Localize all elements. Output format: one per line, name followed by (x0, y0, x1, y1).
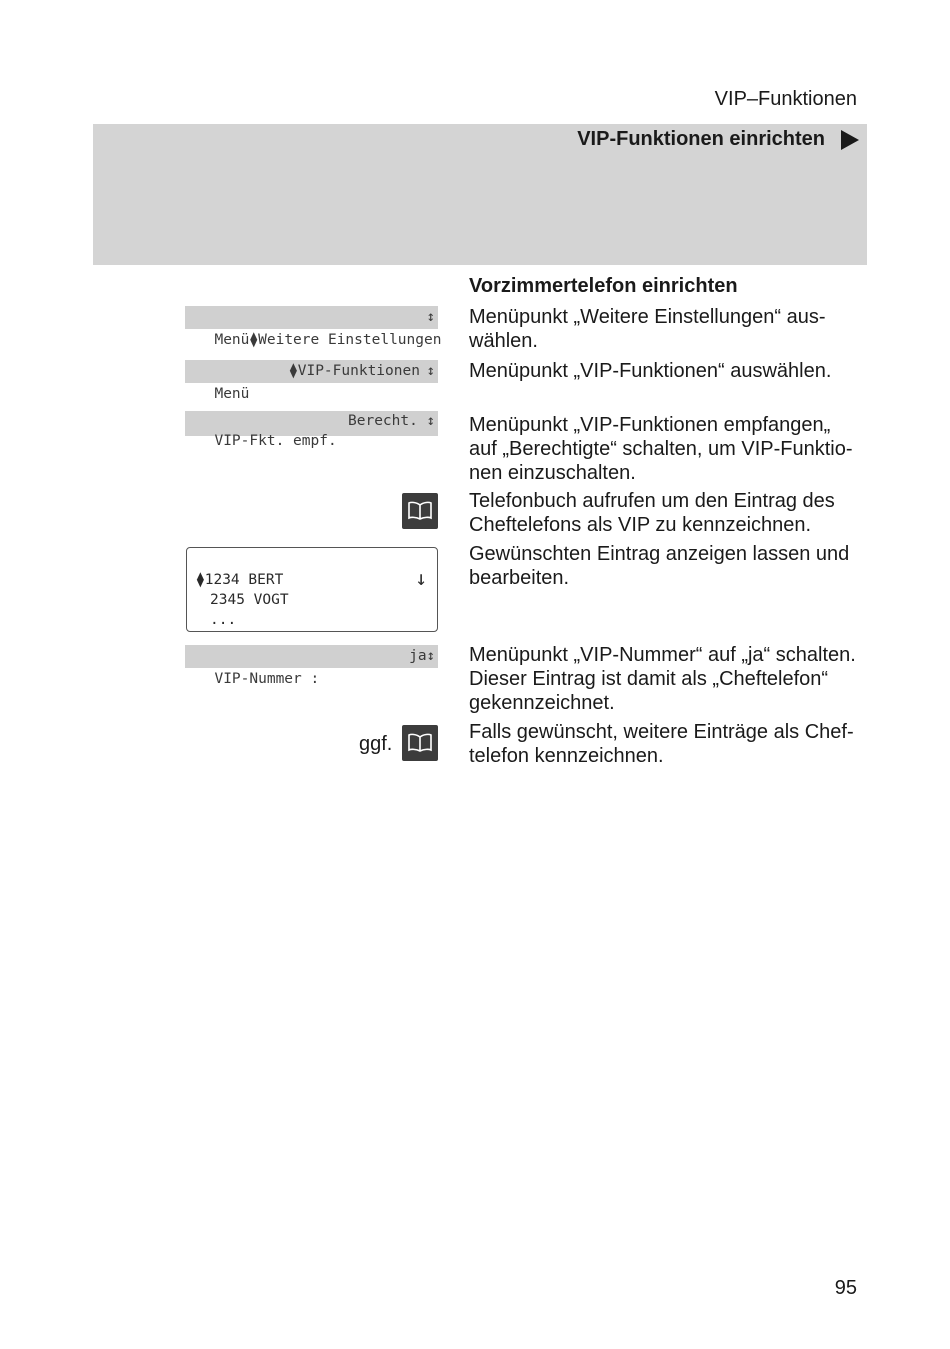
section-heading: Vorzimmertelefon einrichten (469, 275, 738, 297)
section-banner (93, 124, 867, 265)
lcd-left-text: Menü (214, 386, 250, 402)
running-title: VIP–Funktionen (714, 88, 857, 110)
step-text: Falls gewünscht, weitere Einträge als Chef- telefon kennzeichnen. (469, 721, 854, 767)
phonebook-key[interactable] (402, 493, 438, 529)
scroll-down-icon: ↓ (414, 566, 427, 590)
page-number: 95 (834, 1277, 857, 1299)
selection-marker-icon: ⧫ (196, 572, 205, 588)
selection-marker-icon: ⧫ (289, 363, 298, 379)
lcd-right-text: Berecht. (348, 413, 418, 429)
phonebook-key[interactable] (402, 725, 438, 761)
selection-marker-icon: ⧫ (249, 332, 259, 348)
lcd-vip-fkt-empf (185, 411, 438, 449)
step-text: Menüpunkt „VIP-Funktionen empfangen„ auf „Berechtigte“ schalten, um VIP-Funktio- nen einzuschalten. (469, 414, 853, 484)
lcd-left-text: VIP-Fkt. empf. (214, 433, 337, 449)
step-text: Menüpunkt „VIP-Nummer“ auf „ja“ schalten. Dieser Eintrag ist damit als „Cheftelefon“ gekennzeichnet. (469, 644, 856, 714)
lcd-right-text: Weitere Einstellungen (258, 332, 442, 348)
list-item: ⧫1234 BERT (196, 572, 284, 588)
step-text: Telefonbuch aufrufen um den Eintrag des Cheftelefons als VIP zu kennzeichnen. (469, 490, 835, 536)
up-down-arrows-icon: ↕ (426, 648, 435, 664)
up-down-arrows-icon: ↕ (426, 309, 435, 325)
lcd-right-text: ja (409, 648, 427, 664)
step-text: Menüpunkt „VIP-Funktionen“ auswählen. (469, 360, 832, 382)
step-text: Menüpunkt „Weitere Einstellungen“ aus- wählen. (469, 306, 826, 352)
lcd-menu-weitere-einstellungen (185, 306, 442, 348)
lcd-left-text: VIP-Nummer : (214, 671, 320, 687)
phonebook-display (186, 547, 438, 632)
optional-label: ggf. (359, 733, 393, 755)
step-text: Gewünschten Eintrag anzeigen lassen und bearbeiten. (469, 543, 850, 589)
phonebook-icon (407, 733, 433, 753)
next-arrow-icon (841, 130, 859, 150)
lcd-menu-vip-funktionen (185, 360, 438, 402)
up-down-arrows-icon: ↕ (426, 413, 435, 429)
up-down-arrows-icon: ↕ (426, 363, 435, 379)
phonebook-icon (407, 501, 433, 521)
lcd-right-text: VIP-Funktionen (297, 363, 420, 379)
lcd-left-text: Menü (214, 332, 250, 348)
lcd-vip-nummer (185, 645, 438, 687)
section-title: VIP-Funktionen einrichten (577, 128, 825, 150)
list-item: 2345 VOGT (210, 592, 289, 608)
list-item: ... (210, 612, 237, 628)
